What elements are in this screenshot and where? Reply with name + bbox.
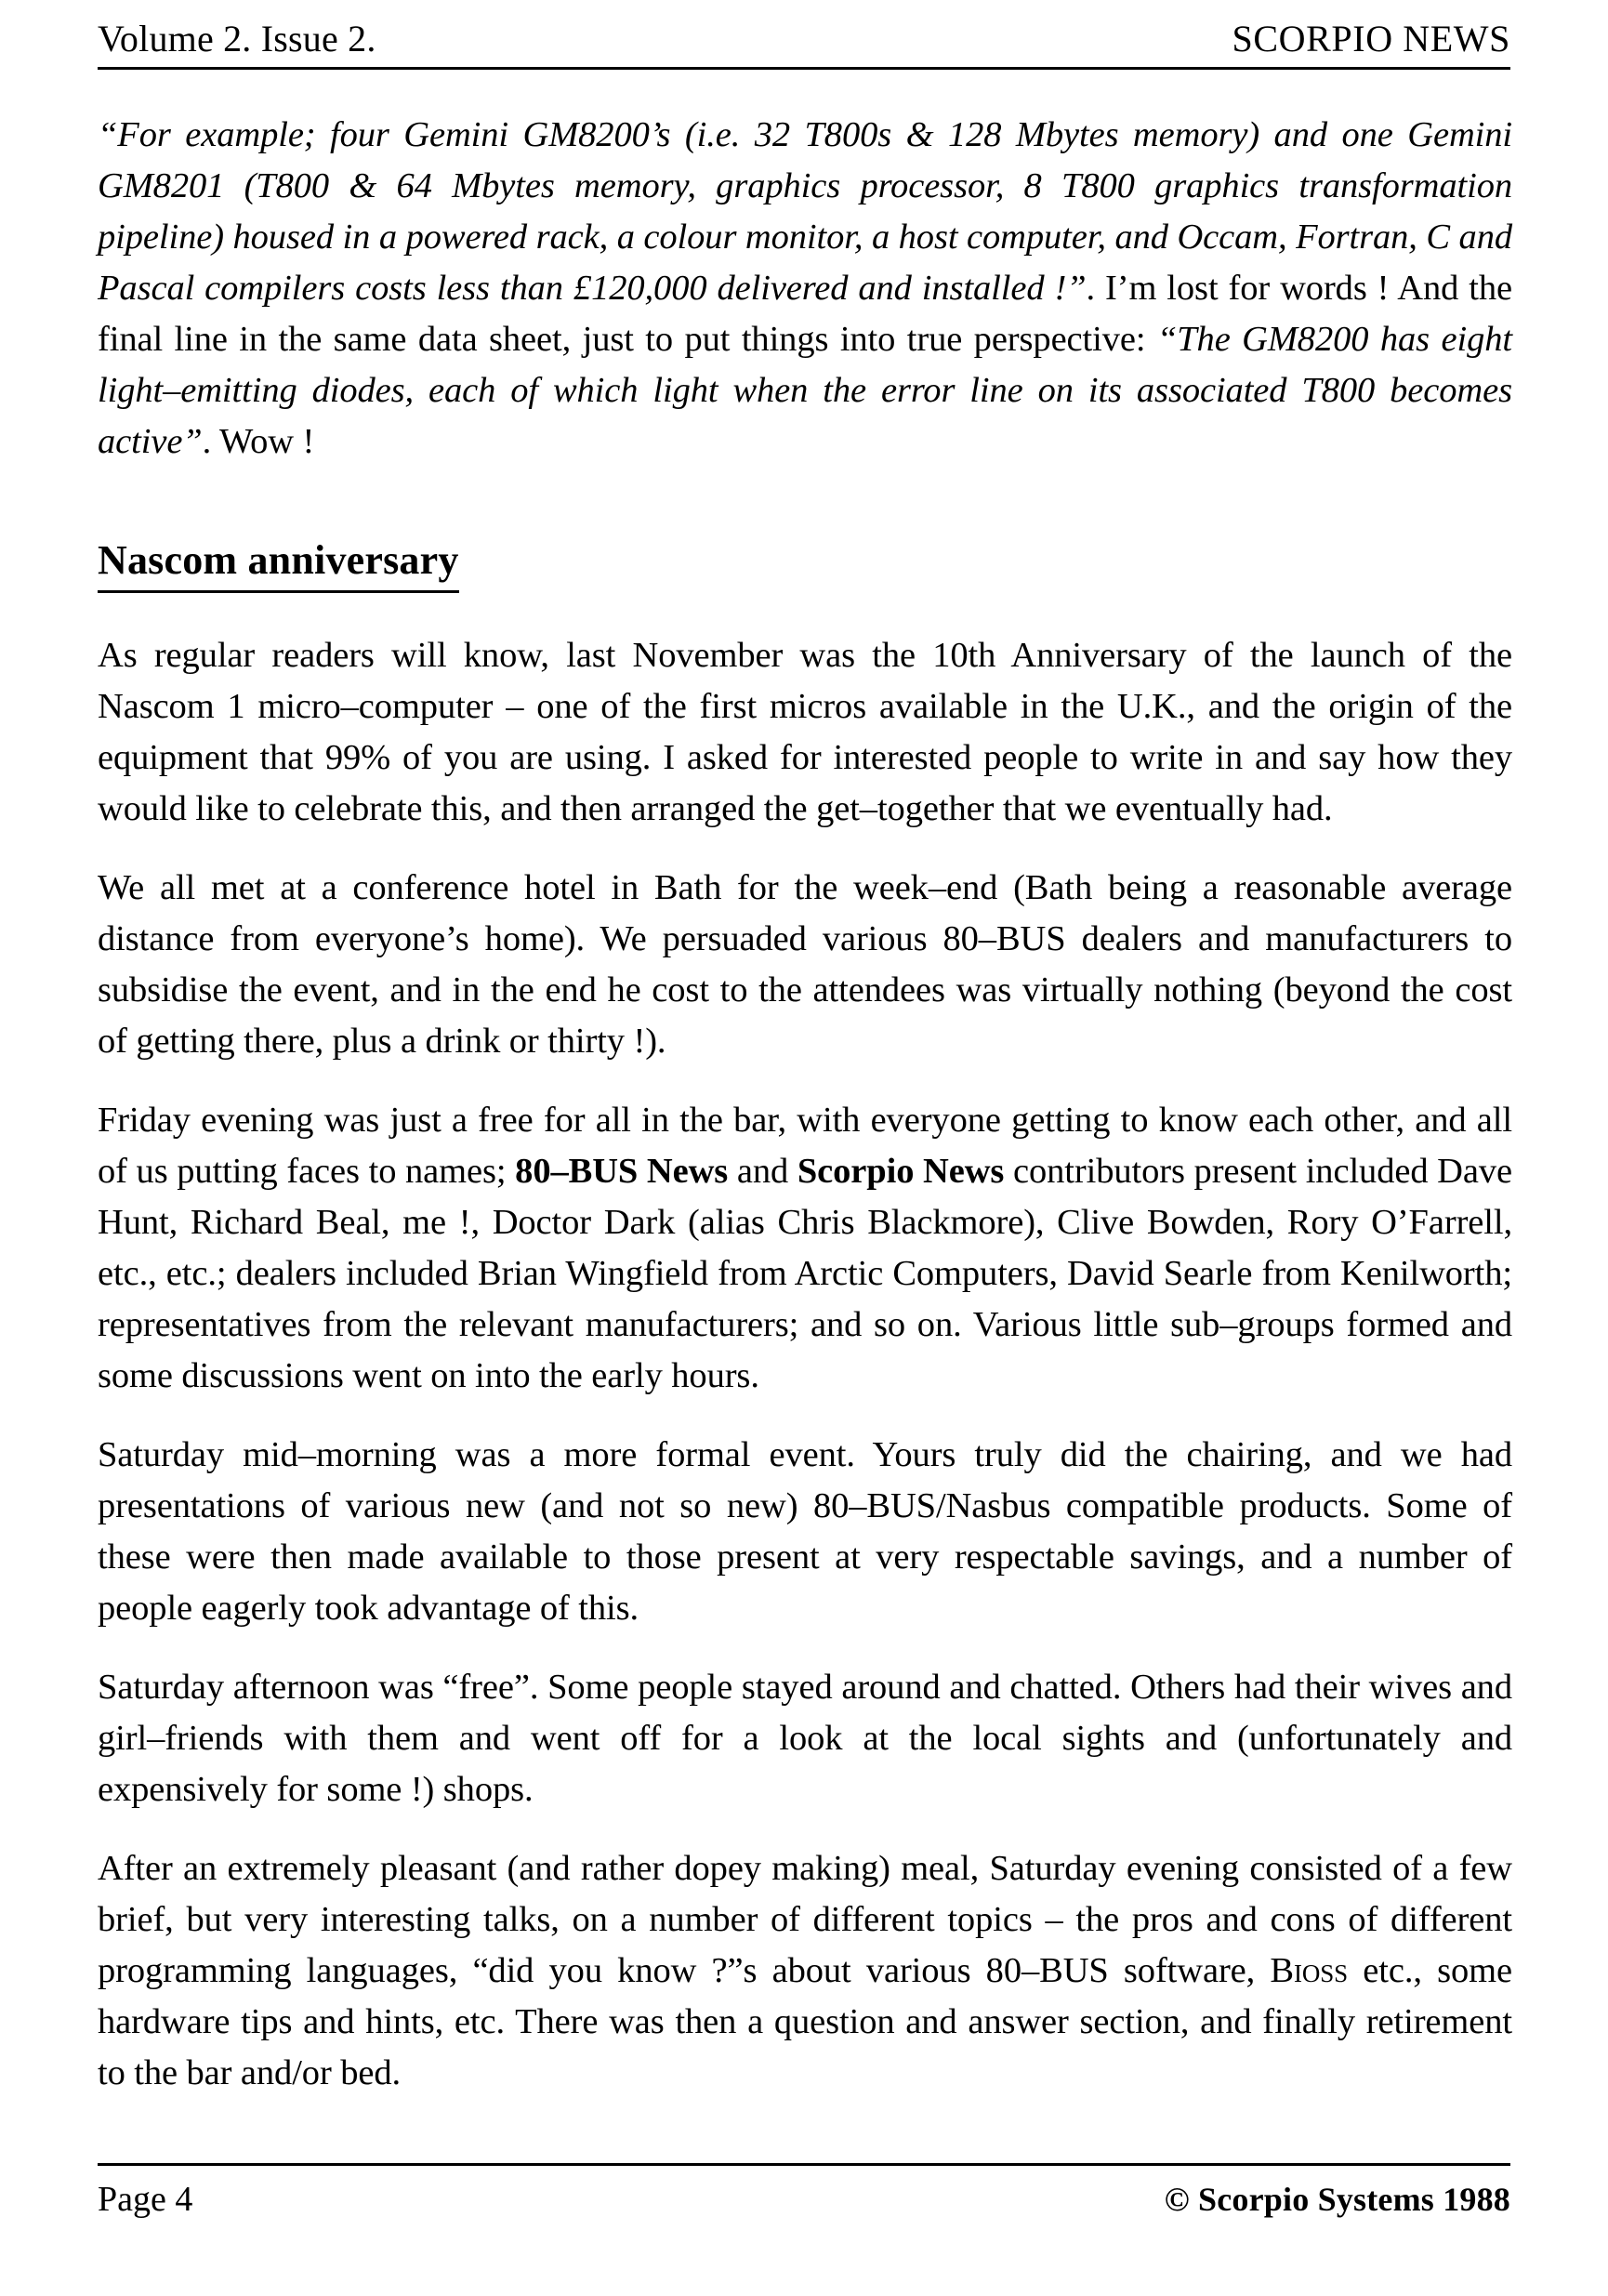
quote-text-part-2: “The GM8200 has eight light–emitting diodes, each of which light when the error line on its associated T800 becomes active”: [98, 320, 1512, 461]
article-body: [98, 110, 1512, 2099]
quote-text-part-1: “For example; four Gemini GM8200’s (i.e. 32 T800s & 128 Mbytes memory) and one Gemini GM8201 (T800 & 64 Mbytes memory, graphics processor, 8 T800 graphics transformation pipeline) housed in a powered rack, a colour monitor, a host computer, and Occam, Fortran, C and Pascal compilers costs less than £120,000 delivered and installed !”: [98, 115, 1512, 308]
friday-text-part-1: Friday evening was just a free for all in the bar, with everyone getting to know each other, and all of us putting faces to names;: [98, 1101, 1512, 1191]
paragraph-bath-meetup: We all met at a conference hotel in Bath for the week–end (Bath being a reasonable average distance from everyone’s home). We persuaded various 80–BUS dealers and manufacturers to subsidise the event, and in the end he cost to the attendees was virtually nothing (beyond the cost of getting there, plus a drink or thirty !).: [98, 868, 1512, 1061]
footer-page-number: Page 4: [98, 2180, 193, 2219]
friday-text-part-2: contributors present included Dave Hunt, Richard Beal, me !, Doctor Dark (alias Chris Blackmore), Clive Bowden, Rory O’Farrell, etc., etc.; dealers included Brian Wingfield from Arctic Computers, David Searle from Kenilworth; representatives from the relevant manufacturers; and so on. Various little sub–groups formed and some discussions went on into the early hours.: [98, 1152, 1512, 1395]
paragraph-anniversary: As regular readers will know, last November was the 10th Anniversary of the launch of the Nascom 1 micro–computer – one of the first micros available in the U.K., and the origin of the equipment that 99% of you are using. I asked for interested people to write in and say how they would like to celebrate this, and then arranged the get–together that we eventually had.: [98, 636, 1512, 828]
footer-copyright: © Scorpio Systems 1988: [1164, 2181, 1510, 2218]
final-text-part-1: After an extremely pleasant (and rather dopey making) meal, Saturday evening consisted of a few brief, but very interesting talks, on a number of different topics – the pros and cons of different programming languages, “did you know ?”s about various 80–BUS software,: [98, 1849, 1512, 1990]
publication-name-80bus-news: 80–BUS News: [515, 1152, 729, 1191]
final-text-part-2: etc., some hardware tips and hints, etc. There was then a question and answer section, and finally retirement to the bar and/or bed.: [98, 1951, 1512, 2092]
page-header: [98, 17, 1510, 60]
paragraph-friday-evening: [98, 1095, 1512, 1402]
paragraph-saturday-afternoon: Saturday afternoon was “free”. Some people stayed around and chatted. Others had their wives and girl–friends with them and went off for a look at the local sights and (unfortunately and expensively for some !) shops.: [98, 1668, 1512, 1809]
friday-conjunction: and: [728, 1152, 797, 1191]
quote-roman-tail: . Wow !: [202, 422, 315, 461]
page-footer: [98, 2179, 1510, 2220]
paragraph-saturday-midmorning: Saturday mid–morning was a more formal event. Yours truly did the chairing, and we had presentations of various new (and not so new) 80–BUS/Nasbus compatible products. Some of these were then made available to those present at very respectable savings, and a number of people eagerly took advantage of this.: [98, 1435, 1512, 1628]
publication-name-scorpio-news: Scorpio News: [797, 1152, 1005, 1191]
header-volume-issue: Volume 2. Issue 2.: [98, 18, 376, 59]
section-heading-nascom-anniversary: Nascom anniversary: [98, 536, 459, 593]
footer-rule: [98, 2163, 1510, 2166]
header-publication-title: SCORPIO NEWS: [1232, 18, 1510, 59]
term-bioss: Bioss: [1270, 1951, 1349, 1990]
section-heading-wrapper: [98, 495, 1512, 630]
quote-roman-interjection: . I’m lost for words ! And the final line in the same data sheet, just to put things into true perspective:: [98, 269, 1512, 359]
pull-quote-paragraph: [98, 110, 1512, 468]
paragraph-saturday-evening-talks: [98, 1843, 1512, 2099]
header-rule: [98, 67, 1510, 70]
